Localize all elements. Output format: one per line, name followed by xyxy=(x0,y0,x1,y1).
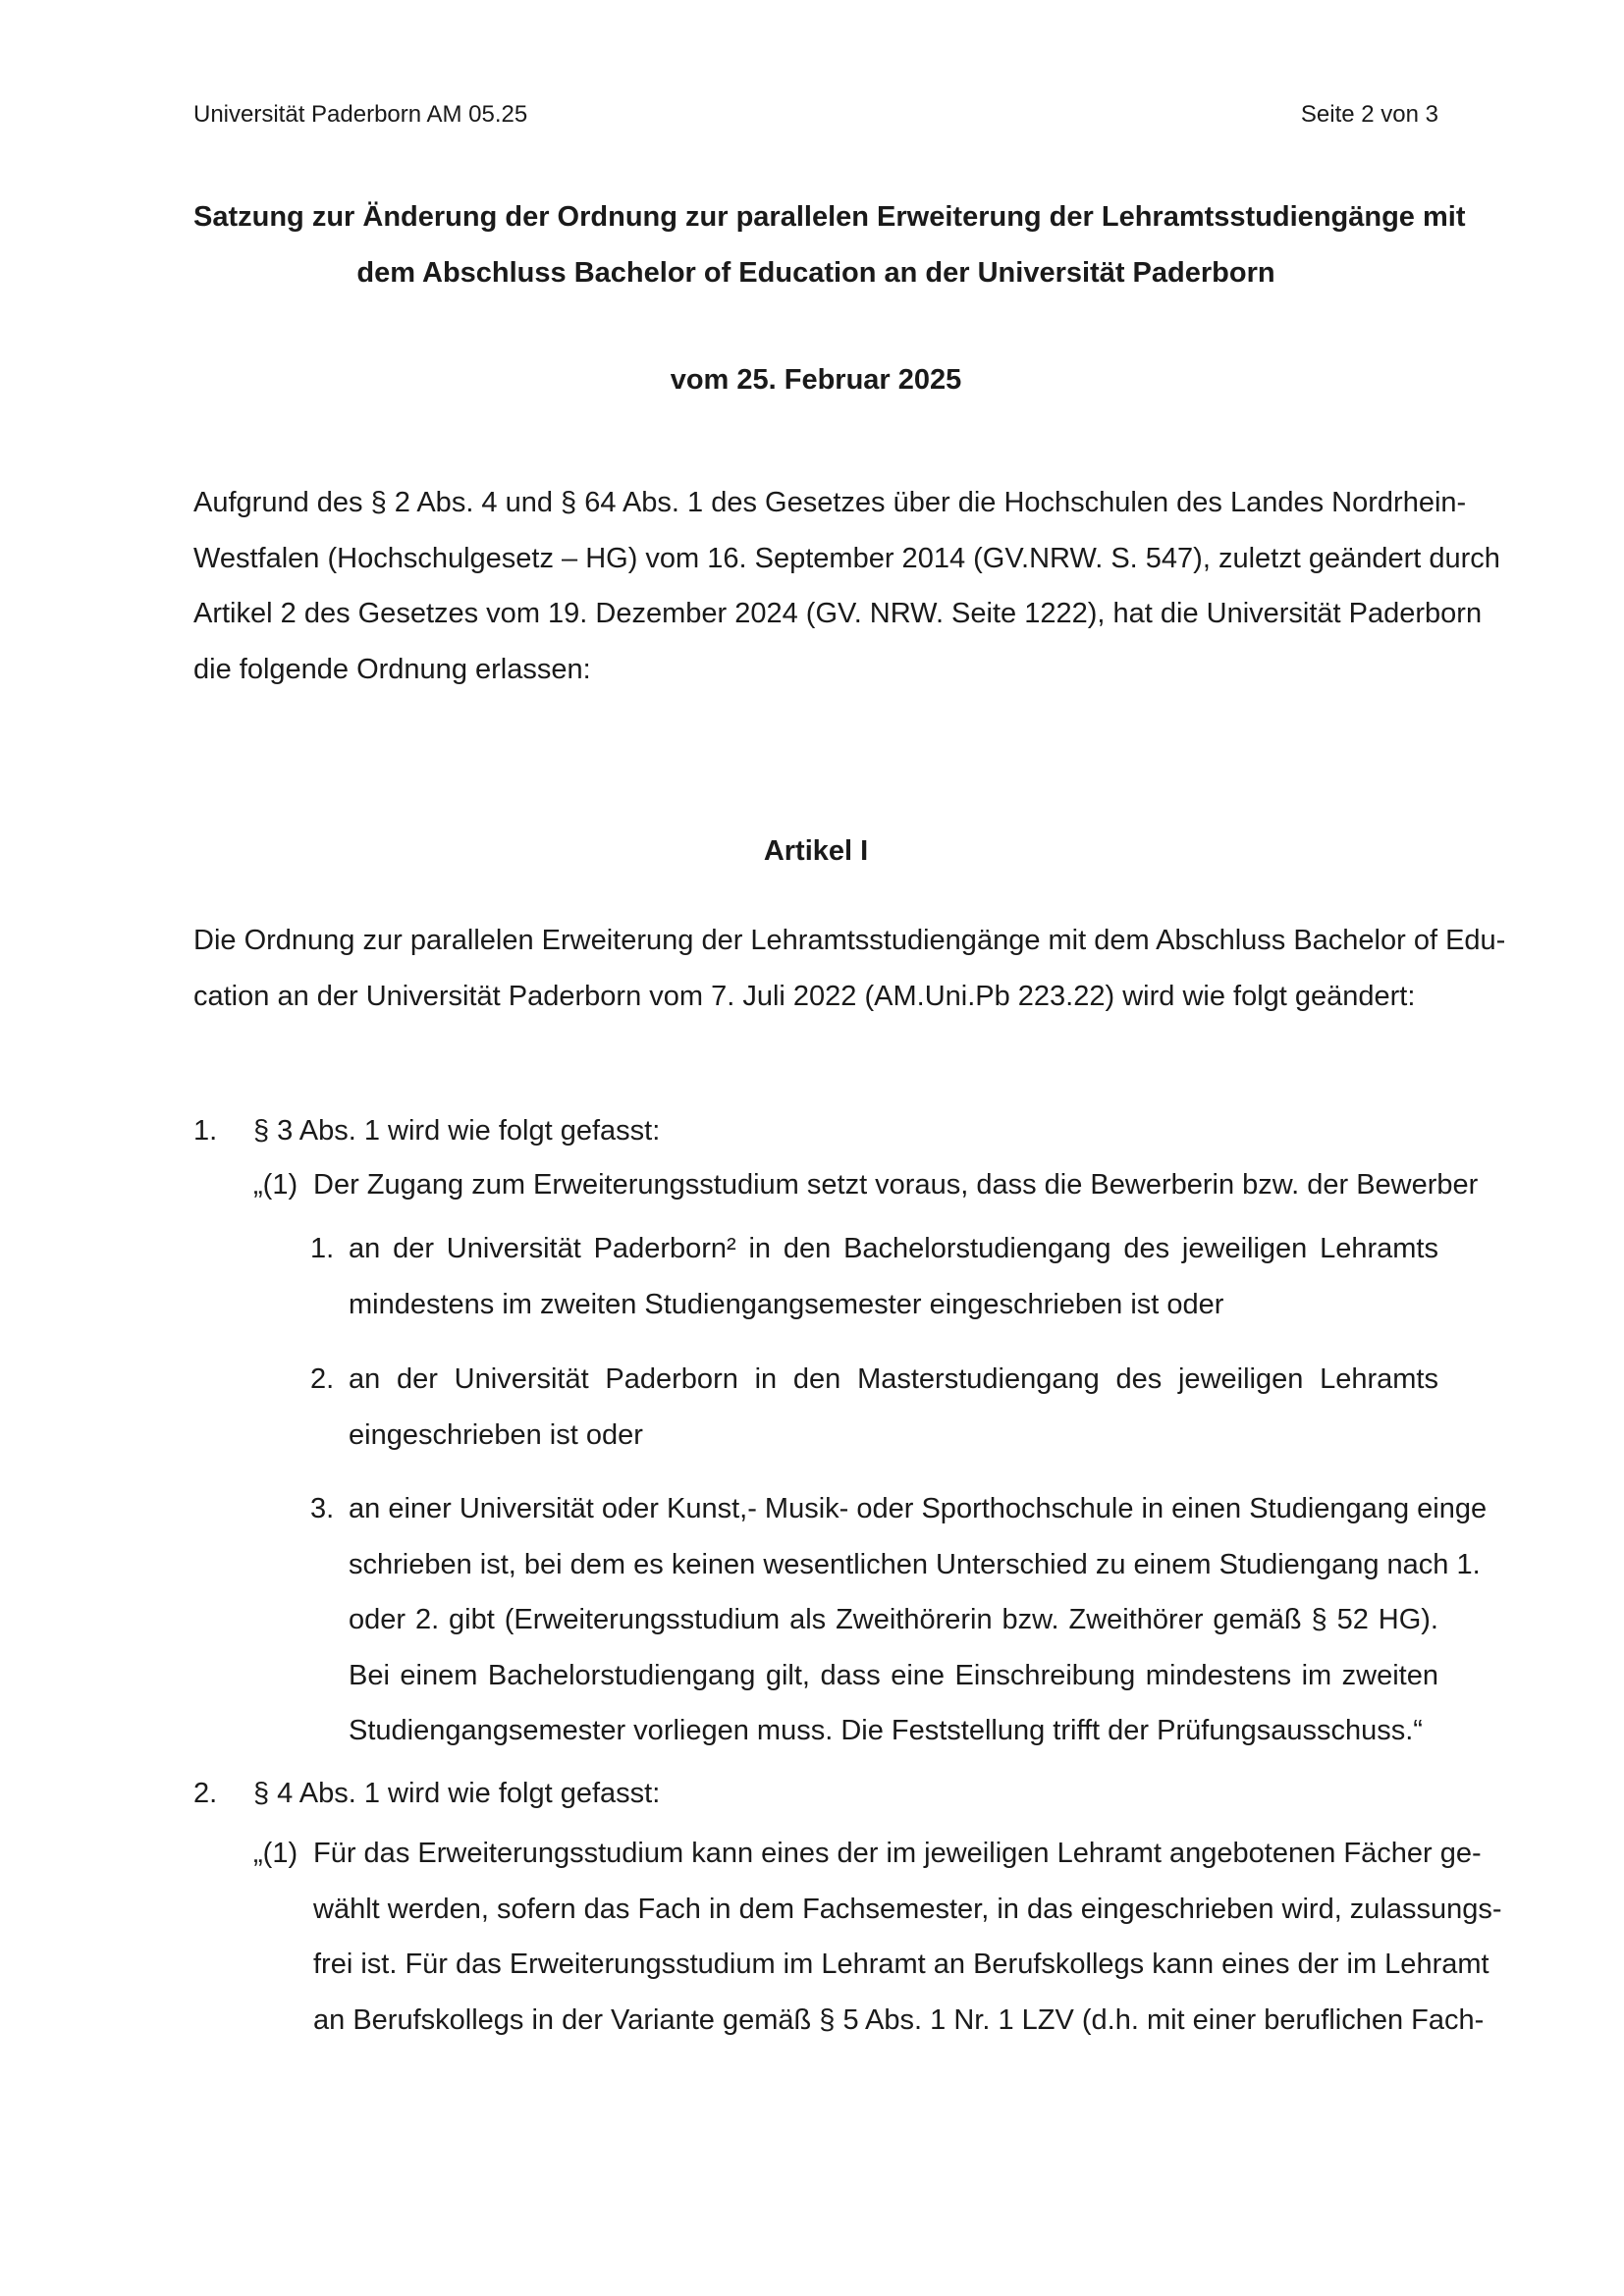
paragraph-line: frei ist. Für das Erweiterungsstudium im Lehramt an Berufskollegs kann eines der im Lehramt xyxy=(313,1949,1489,1980)
preamble-line: Aufgrund des § 2 Abs. 4 und § 64 Abs. 1 des Gesetzes über die Hochschulen des Landes Nordrhein- xyxy=(193,487,1467,518)
article-heading: Artikel I xyxy=(763,835,869,867)
preamble-line: Artikel 2 des Gesetzes vom 19. Dezember 2024 (GV. NRW. Seite 1222), hat die Universität Paderborn xyxy=(193,598,1483,629)
preamble xyxy=(193,475,1500,697)
condition-line: Bei einem Bachelorstudiengang gilt, dass eine Einschreibung mindestens im zweiten xyxy=(349,1659,1438,1691)
amendment-label: § 4 Abs. 1 wird wie folgt gefasst: xyxy=(253,1778,661,1809)
condition-line: schrieben ist, bei dem es keinen wesentlichen Unterschied zu einem Studiengang nach 1. xyxy=(349,1548,1481,1580)
running-header xyxy=(193,100,1438,130)
article-intro-line: cation an der Universität Paderborn vom 7. Juli 2022 (AM.Uni.Pb 223.22) wird wie folgt geändert: xyxy=(193,980,1416,1012)
condition-number: 3. xyxy=(310,1493,335,1524)
amendment-number: 2. xyxy=(193,1778,218,1809)
amendment-label: § 3 Abs. 1 wird wie folgt gefasst: xyxy=(253,1115,661,1147)
article-intro-line: Die Ordnung zur parallelen Erweiterung der Lehramtsstudiengänge mit dem Abschluss Bachelor of Edu- xyxy=(193,925,1506,956)
condition-number: 1. xyxy=(310,1233,335,1264)
header-page-number: Seite 2 von 3 xyxy=(1300,101,1438,128)
amendment-number: 1. xyxy=(193,1115,218,1147)
document-date: vom 25. Februar 2025 xyxy=(670,364,962,396)
condition-line: oder 2. gibt (Erweiterungsstudium als Zweithörerin bzw. Zweithörer gemäß § 52 HG). xyxy=(349,1604,1438,1635)
title-line-1: Satzung zur Änderung der Ordnung zur parallelen Erweiterung der Lehramtsstudiengänge mit xyxy=(193,201,1466,233)
paragraph-line: an Berufskollegs in der Variante gemäß § 5 Abs. 1 Nr. 1 LZV (d.h. mit einer beruflichen Fach- xyxy=(313,2003,1485,2036)
paragraph-line: Für das Erweiterungsstudium kann eines der im jeweiligen Lehramt angebotenen Fächer ge- xyxy=(313,1838,1482,1869)
condition-line: an der Universität Paderborn² in den Bachelorstudiengang des jeweiligen Lehramts xyxy=(349,1233,1438,1264)
condition-line: Studiengangsemester vorliegen muss. Die Feststellung trifft der Prüfungsausschuss.“ xyxy=(349,1715,1423,1746)
condition-line: mindestens im zweiten Studiengangsemester eingeschrieben ist oder xyxy=(349,1288,1224,1320)
article-intro xyxy=(193,913,1506,1024)
paragraph-line: wählt werden, sofern das Fach in dem Fachsemester, in das eingeschrieben wird, zulassungs- xyxy=(313,1893,1502,1925)
condition-line: an einer Universität oder Kunst,- Musik- oder Sporthochschule in einen Studiengang einge xyxy=(349,1493,1488,1524)
paragraph-line: Der Zugang zum Erweiterungsstudium setzt voraus, dass die Bewerberin bzw. der Bewerber xyxy=(313,1169,1479,1201)
condition-line: an der Universität Paderborn in den Masterstudiengang des jeweiligen Lehramts xyxy=(349,1363,1438,1395)
preamble-line: die folgende Ordnung erlassen: xyxy=(193,653,591,685)
condition-line: eingeschrieben ist oder xyxy=(349,1418,643,1451)
header-publication: Universität Paderborn AM 05.25 xyxy=(193,101,528,128)
title-line-2: dem Abschluss Bachelor of Education an der Universität Paderborn xyxy=(356,257,1275,289)
paragraph-label: „(1) xyxy=(253,1169,298,1201)
paragraph-label: „(1) xyxy=(253,1838,298,1869)
condition-number: 2. xyxy=(310,1363,335,1395)
preamble-line: Westfalen (Hochschulgesetz – HG) vom 16. September 2014 (GV.NRW. S. 547), zuletzt geändert durch xyxy=(193,542,1500,574)
document-title xyxy=(193,189,1466,301)
